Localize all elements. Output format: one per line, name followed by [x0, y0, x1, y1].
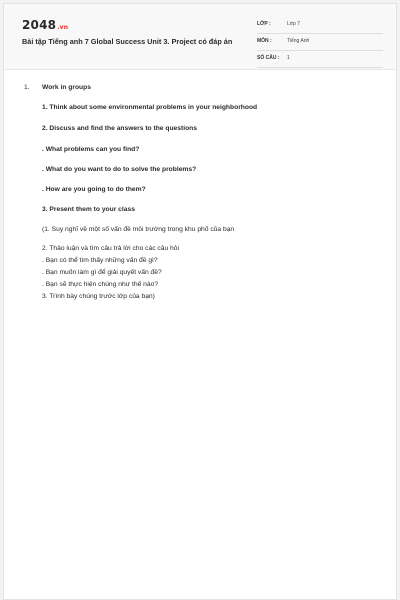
- translation-line: 2. Thảo luận và tìm câu trả lời cho các câu hỏi: [42, 245, 179, 252]
- question-line: . What problems can you find?: [42, 146, 140, 153]
- meta-row-subject: [257, 34, 383, 51]
- question-number: 1.: [24, 84, 30, 91]
- question-line: . How are you going to do them?: [42, 186, 146, 193]
- site-logo[interactable]: [22, 18, 68, 32]
- translation-line: . Bạn muốn làm gì để giải quyết vấn đề?: [42, 269, 162, 276]
- meta-value-class: Lớp 7: [287, 21, 301, 27]
- meta-value-subject: Tiếng Anh: [287, 38, 310, 44]
- worksheet-page: [3, 3, 397, 600]
- meta-value-count: 1: [287, 55, 290, 61]
- translation-line: . Bạn có thể tìm thấy những vấn đề gì?: [42, 257, 158, 264]
- meta-table: [257, 17, 383, 68]
- task-line: 1. Think about some environmental problems in your neighborhood: [42, 104, 258, 111]
- meta-row-class: [257, 17, 383, 34]
- translation-line: . Bạn sẽ thực hiện chúng như thế nào?: [42, 281, 159, 288]
- document-title: Bài tập Tiếng anh 7 Global Success Unit 3. Project có đáp án: [22, 37, 233, 46]
- meta-row-count: [257, 51, 383, 68]
- meta-label-class: LỚP :: [257, 21, 271, 27]
- logo-domain: .vn: [57, 24, 69, 31]
- logo-text: 2048: [22, 18, 57, 32]
- worksheet-header: [4, 4, 396, 70]
- question-line: . What do you want to do to solve the problems?: [42, 166, 197, 173]
- meta-label-subject: MÔN :: [257, 38, 272, 44]
- task-line: 2. Discuss and find the answers to the questions: [42, 125, 197, 132]
- meta-label-count: SỐ CÂU :: [257, 55, 280, 61]
- instruction-line: Work in groups: [42, 84, 91, 91]
- translation-line: 3. Trình bày chúng trước lớp của bạn): [42, 293, 155, 300]
- translation-line: (1. Suy nghĩ về một số vấn đề môi trường trong khu phố của bạn: [42, 226, 235, 233]
- task-line: 3. Present them to your class: [42, 206, 135, 213]
